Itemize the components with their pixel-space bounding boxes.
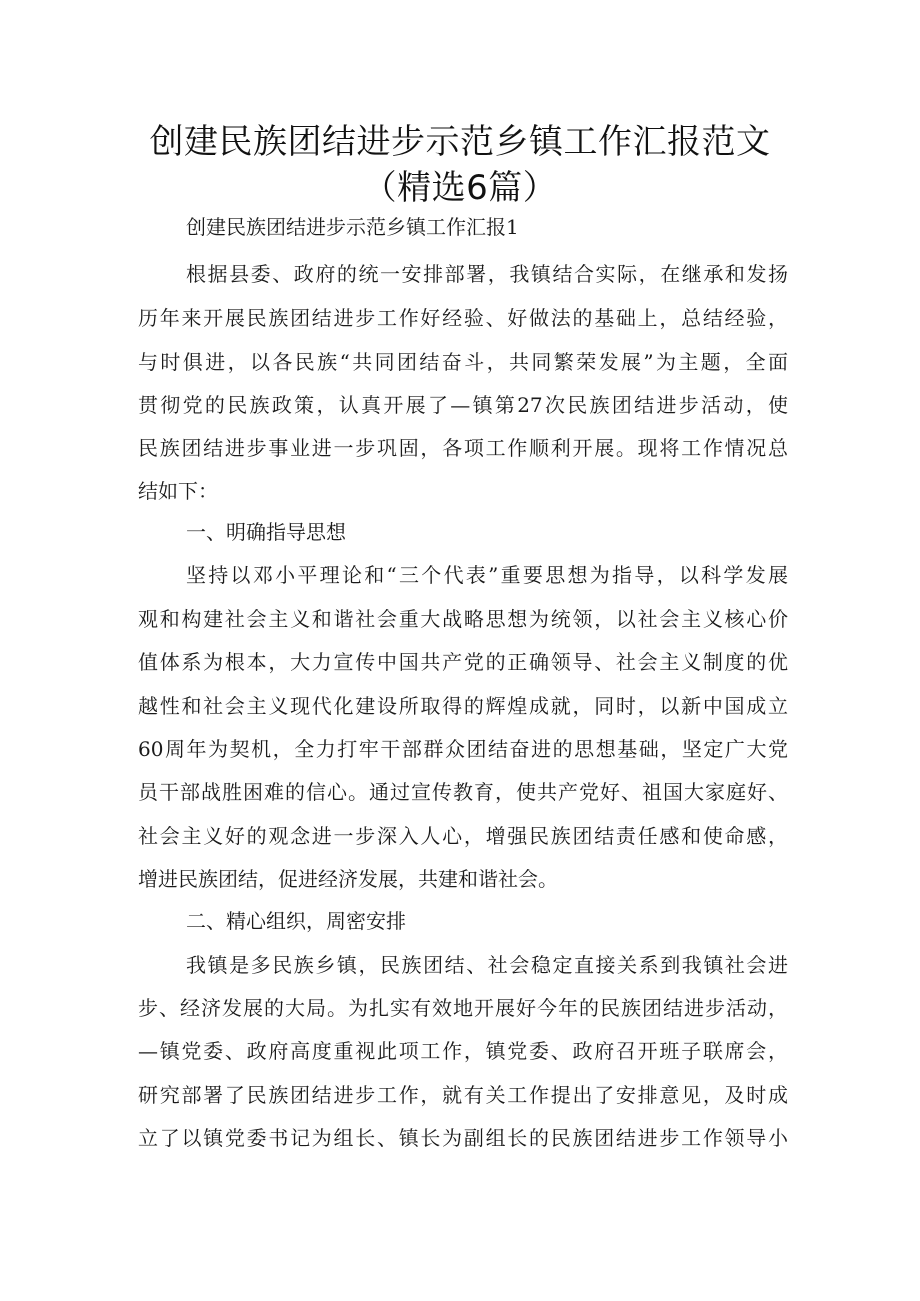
document-title-note: （精选6篇） (362, 168, 558, 208)
paragraph-line: 坚持以邓小平理论和“三个代表”重要思想为指导，以科学发展 (186, 563, 788, 587)
paragraph-line: 与时俱进，以各民族“共同团结奋斗，共同繁荣发展”为主题，全面 (138, 350, 788, 374)
document-title: 创建民族团结进步示范乡镇工作汇报范文 (149, 122, 771, 162)
section-heading: 二、精心组织，周密安排 (186, 909, 406, 933)
paragraph-line: 社会主义好的观念进一步深入人心，增强民族团结责任感和使命感， (138, 824, 788, 848)
paragraph-line: 步、经济发展的大局。为扎实有效地开展好今年的民族团结进步活动， (138, 996, 788, 1020)
section-subtitle: 创建民族团结进步示范乡镇工作汇报1 (186, 215, 519, 239)
section-heading: 一、明确指导思想 (186, 520, 346, 544)
paragraph-line: 立了以镇党委书记为组长、镇长为副组长的民族团结进步工作领导小 (138, 1126, 788, 1150)
paragraph-line: 贯彻党的民族政策，认真开展了—镇第27次民族团结进步活动，使 (138, 393, 788, 417)
paragraph-line: —镇党委、政府高度重视此项工作，镇党委、政府召开班子联席会， (138, 1039, 788, 1063)
paragraph-line: 60周年为契机，全力打牢干部群众团结奋进的思想基础，坚定广大党 (138, 737, 788, 761)
paragraph-line: 增进民族团结，促进经济发展，共建和谐社会。 (138, 867, 558, 891)
paragraph-line: 研究部署了民族团结进步工作，就有关工作提出了安排意见，及时成 (138, 1083, 788, 1107)
paragraph-line: 越性和社会主义现代化建设所取得的辉煌成就，同时，以新中国成立 (138, 694, 788, 718)
paragraph-line: 历年来开展民族团结进步工作好经验、好做法的基础上，总结经验， (138, 306, 788, 330)
paragraph-line: 我镇是多民族乡镇，民族团结、社会稳定直接关系到我镇社会进 (186, 953, 788, 977)
paragraph-line: 根据县委、政府的统一安排部署，我镇结合实际，在继承和发扬 (186, 262, 788, 286)
paragraph-line: 结如下： (138, 479, 218, 503)
paragraph-line: 员干部战胜困难的信心。通过宣传教育，使共产党好、祖国大家庭好、 (138, 780, 788, 804)
paragraph-line: 民族团结进步事业进一步巩固，各项工作顺利开展。现将工作情况总 (138, 436, 788, 460)
paragraph-line: 观和构建社会主义和谐社会重大战略思想为统领，以社会主义核心价 (138, 607, 788, 631)
paragraph-line: 值体系为根本，大力宣传中国共产党的正确领导、社会主义制度的优 (138, 650, 788, 674)
